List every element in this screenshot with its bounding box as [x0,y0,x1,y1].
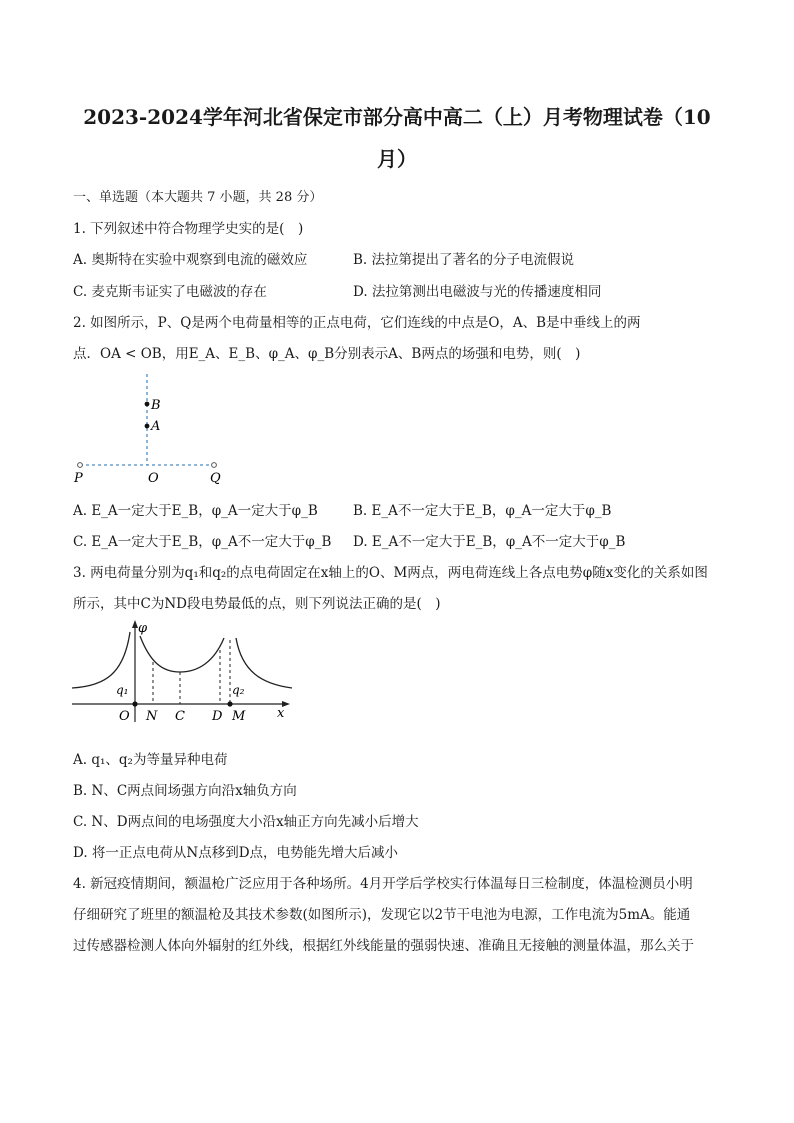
label-m: M [232,709,246,724]
charge-p-dot [78,463,83,468]
q1-option-a: A. 奥斯特在实验中观察到电流的磁效应 [73,252,308,268]
charge-q-dot [212,463,217,468]
label-phi: φ [138,621,148,636]
q3-option-a: A. q₁、q₂为等量异种电荷 [73,752,228,768]
label-n: N [146,709,158,724]
label-q1: q₁ [116,683,129,697]
exam-title-line-1: 2023-2024学年河北省保定市部分高中高二（上）月考物理试卷（10 [83,105,711,129]
q2-option-c: C. E_A一定大于E_B，φ_A不一定大于φ_B [73,534,332,550]
label-d: D [212,709,223,724]
charge-q2-dot [227,701,232,706]
q1-option-b: B. 法拉第提出了著名的分子电流假说 [353,252,575,268]
potential-curve-left [72,632,130,688]
q4-stem-line-2: 仔细研究了班里的额温枪及其技术参数(如图所示)，发现它以2节干电池为电源，工作电流为5mA。能通 [73,907,691,923]
q3-option-c: C. N、D两点间的电场强度大小沿x轴正方向先减小后增大 [73,814,419,830]
label-a: A [151,419,161,434]
q2-stem-line-2: 点．OA < OB，用E_A、E_B、φ_A、φ_B分别表示A、B两点的场强和电势，则( ) [73,346,581,362]
q1-option-c: C. 麦克斯韦证实了电磁波的存在 [73,284,267,300]
q2-option-a: A. E_A一定大于E_B，φ_A一定大于φ_B [73,503,318,519]
label-p: P [74,471,83,486]
q3-stem-line-2: 所示，其中C为ND段电势最低的点，则下列说法正确的是( ) [73,596,441,612]
label-q2: q₂ [232,683,245,697]
q3-option-b: B. N、C两点间场强方向沿x轴负方向 [73,783,297,799]
q2-option-d: D. E_A不一定大于E_B，φ_A不一定大于φ_B [353,534,626,550]
q3-stem-line-1: 3. 两电荷量分别为q₁和q₂的点电荷固定在x轴上的O、M两点，两电荷连线上各点电势φ随x变化的关系如图 [73,565,708,581]
q4-stem-line-3: 过传感器检测人体向外辐射的红外线，根据红外线能量的强弱快速、准确且无接触的测量体温，那么关于 [73,938,694,954]
label-b: B [151,398,161,413]
q3-option-d: D. 将一正点电荷从N点移到D点，电势能先增大后减小 [73,845,399,861]
q2-charge-diagram [66,370,236,490]
point-a-dot [145,424,150,429]
point-b-dot [145,402,150,407]
q2-option-b: B. E_A不一定大于E_B，φ_A一定大于φ_B [353,503,612,519]
q1-option-d: D. 法拉第测出电磁波与光的传播速度相同 [353,284,602,300]
label-c: C [175,709,185,724]
label-o: O [148,471,159,486]
section-heading: 一、单选题（本大题共 7 小题，共 28 分） [73,190,323,205]
q2-stem-line-1: 2. 如图所示，P、Q是两个电荷量相等的正点电荷，它们连线的中点是O，A、B是中垂线上的两 [73,315,641,331]
exam-title-line-2: 月） [377,147,417,171]
label-q: Q [210,471,221,486]
q3-potential-graph [66,618,296,728]
label-x: x [277,706,285,721]
q4-stem-line-1: 4. 新冠疫情期间，额温枪广泛应用于各种场所。4月开学后学校实行体温每日三检制度，体温检测员小明 [73,876,693,892]
charge-q1-dot [132,701,137,706]
potential-curve-middle [140,636,224,672]
label-origin-o: O [119,709,130,724]
potential-curve-right [236,638,292,688]
q1-stem: 1. 下列叙述中符合物理学史实的是( ) [73,221,304,237]
